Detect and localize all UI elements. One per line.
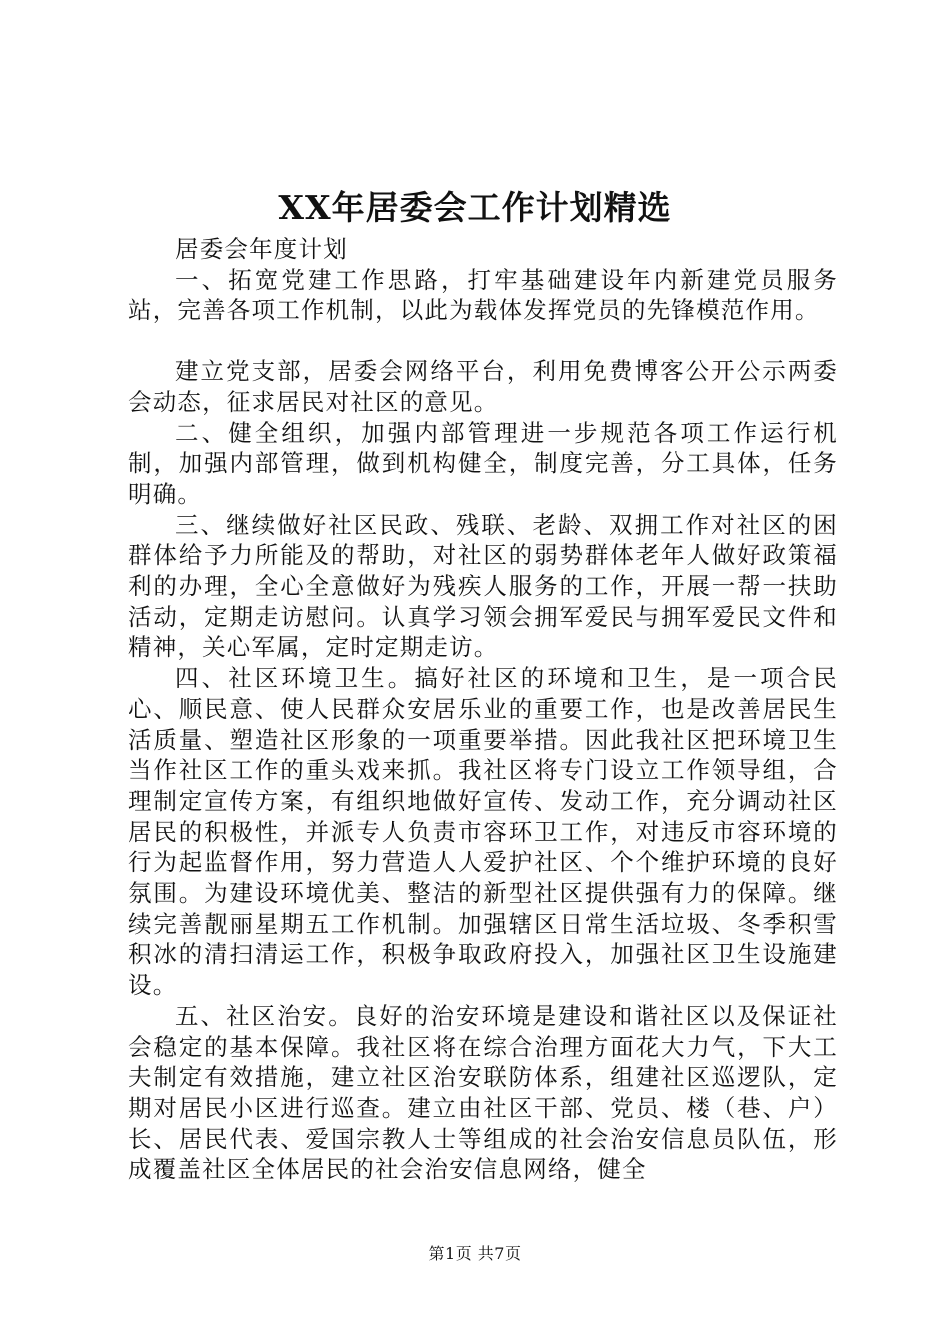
document-title: XX年居委会工作计划精选 [278,188,672,227]
document-body [128,234,838,1185]
page-footer: 第1页 共7页 [428,1244,522,1263]
paragraph-2: 建立党支部，居委会网络平台，利用免费博客公开公示两委会动态，征求居民对社区的意见。 [128,357,838,416]
paragraph-1: 一、拓宽党建工作思路，打牢基础建设年内新建党员服务站，完善各项工作机制，以此为载体发挥党员的先锋模范作用。 [128,265,838,325]
paragraph-4: 三、继续做好社区民政、残联、老龄、双拥工作对社区的困群体给予力所能及的帮助，对社区的弱势群体老年人做好政策福利的办理，全心全意做好为残疾人服务的工作，开展一帮一扶助活动，定期走访慰问。认真学习领会拥军爱民与拥军爱民文件和精神，关心军属，定时定期走访。 [128,510,838,662]
paragraph-6: 五、社区治安。良好的治安环境是建设和谐社区以及保证社会稳定的基本保障。我社区将在综合治理方面花大力气，下大工夫制定有效措施，建立社区治安联防体系，组建社区巡逻队，定期对居民小区进行巡查。建立由社区干部、党员、楼（巷、户）长、居民代表、爱国宗教人士等组成的社会治安信息员队伍，形成覆盖社区全体居民的社会治安信息网络，健全 [128,1001,838,1184]
paragraph-heading: 居委会年度计划 [175,235,348,263]
paragraph-5: 四、社区环境卫生。搞好社区的环境和卫生，是一项合民心、顺民意、使人民群众安居乐业的重要工作，也是改善居民生活质量、塑造社区形象的一项重要举措。因此我社区把环境卫生当作社区工作的重头戏来抓。我社区将专门设立工作领导组，合理制定宣传方案，有组织地做好宣传、发动工作，充分调动社区居民的积极性，并派专人负责市容环卫工作，对违反市容环境的行为起监督作用，努力营造人人爱护社区、个个维护环境的良好氛围。为建设环境优美、整洁的新型社区提供强有力的保障。继续完善靓丽星期五工作机制。加强辖区日常生活垃圾、冬季积雪积冰的清扫清运工作，积极争取政府投入，加强社区卫生设施建设。 [128,664,838,1000]
paragraph-3: 二、健全组织，加强内部管理进一步规范各项工作运行机制，加强内部管理，做到机构健全，制度完善，分工具体，任务明确。 [128,418,838,508]
